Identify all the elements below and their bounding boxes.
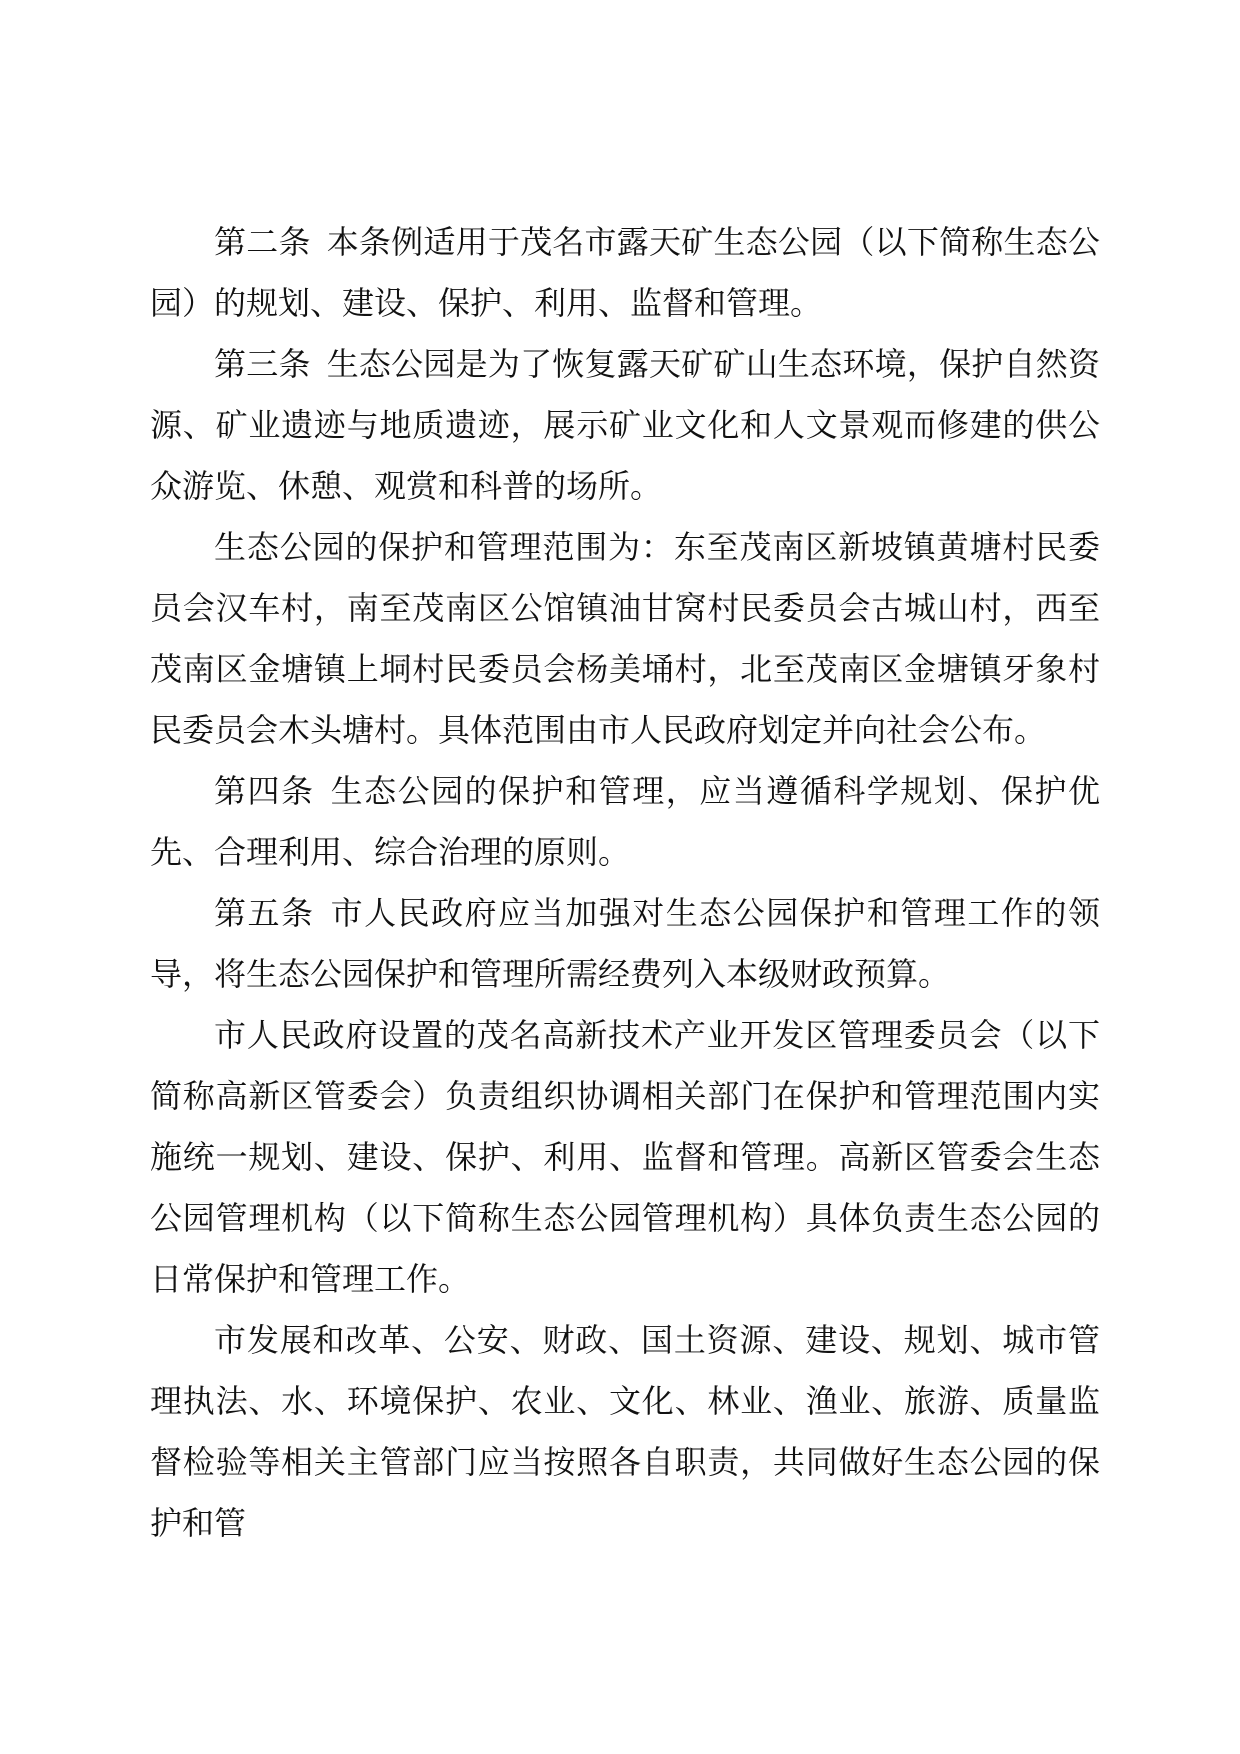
paragraph-text: 市人民政府设置的茂名高新技术产业开发区管理委员会（以下简称高新区管委会）负责组织协调相关部门在保护和管理范围内实施统一规划、建设、保护、利用、监督和管理。高新区管委会生态公园管理机构（以下简称生态公园管理机构）具体负责生态公园的日常保护和管理工作。 [150,1016,1100,1298]
document-body [150,212,1100,1554]
paragraph-scope [150,517,1100,761]
paragraph-departments [150,1310,1100,1554]
paragraph-article-3 [150,334,1100,517]
article-number: 第二条 [214,223,311,261]
paragraph-text: 市人民政府应当加强对生态公园保护和管理工作的领导，将生态公园保护和管理所需经费列入本级财政预算。 [150,894,1100,993]
article-number: 第五条 [214,894,315,932]
paragraph-text: 本条例适用于茂名市露天矿生态公园（以下简称生态公园）的规划、建设、保护、利用、监督和管理。 [150,223,1100,322]
paragraph-management-committee [150,1005,1100,1310]
paragraph-article-2 [150,212,1100,334]
paragraph-text: 生态公园的保护和管理范围为：东至茂南区新坡镇黄塘村民委员会汉车村，南至茂南区公馆镇油甘窝村民委员会古城山村，西至茂南区金塘镇上垌村民委员会杨美埇村，北至茂南区金塘镇牙象村民委员会木头塘村。具体范围由市人民政府划定并向社会公布。 [150,528,1100,749]
paragraph-article-4 [150,761,1100,883]
article-number: 第四条 [214,772,315,810]
paragraph-text: 生态公园的保护和管理，应当遵循科学规划、保护优先、合理利用、综合治理的原则。 [150,772,1100,871]
paragraph-text: 市发展和改革、公安、财政、国土资源、建设、规划、城市管理执法、水、环境保护、农业、文化、林业、渔业、旅游、质量监督检验等相关主管部门应当按照各自职责，共同做好生态公园的保护和管 [150,1321,1100,1542]
paragraph-article-5 [150,883,1100,1005]
article-number: 第三条 [214,345,311,383]
paragraph-text: 生态公园是为了恢复露天矿矿山生态环境，保护自然资源、矿业遗迹与地质遗迹，展示矿业文化和人文景观而修建的供公众游览、休憩、观赏和科普的场所。 [150,345,1100,505]
